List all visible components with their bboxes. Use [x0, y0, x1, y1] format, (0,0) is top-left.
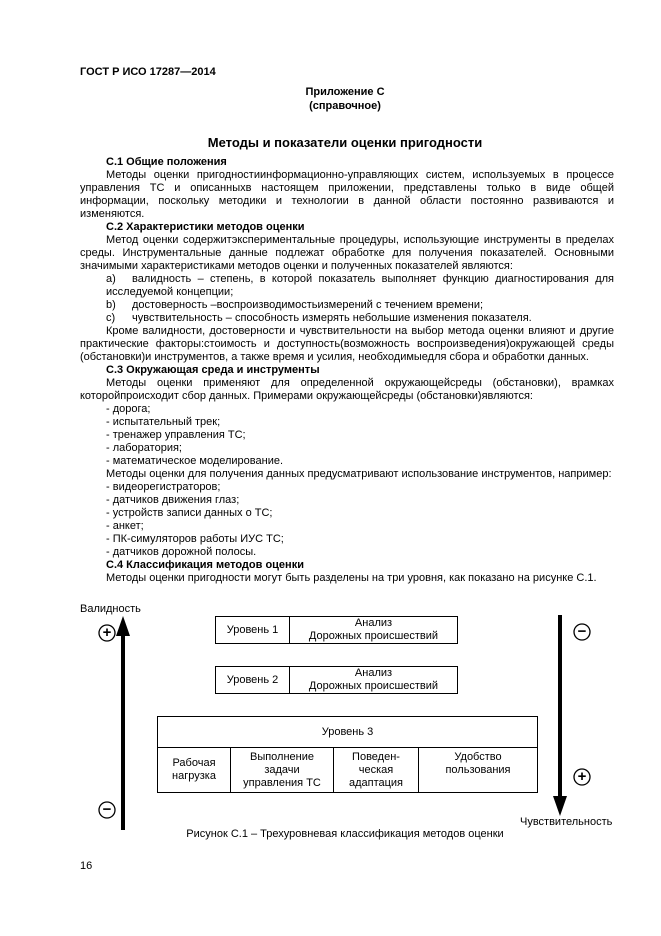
level-2-label: Уровень 2 [216, 667, 290, 693]
list-item-b [80, 299, 614, 312]
list-item: - датчиков движения глаз; [106, 494, 240, 506]
list-item: - дорога; [106, 403, 151, 415]
level-1-desc-line1: Анализ [354, 617, 393, 629]
list-key-b: b) [106, 299, 116, 311]
level-1-box [215, 616, 458, 644]
cell-text: нагрузка [172, 770, 216, 782]
list-item: - ПК-симуляторов работы ИУС ТС; [106, 533, 284, 545]
level-2-description [290, 667, 457, 693]
figure-classification [0, 600, 661, 850]
level-2-desc-line2: Дорожных происшествий [308, 680, 439, 692]
section-3-heading: С.3 Окружающая среда и инструменты [106, 364, 320, 376]
section-3-paragraph-2: Методы оценки для получения данных предусматривают использование инструментов, например: [106, 468, 612, 480]
list-item: - тренажер управления ТС; [106, 429, 246, 441]
section-4-paragraph: Методы оценки пригодности могут быть разделены на три уровня, как показано на рисунке С.1. [106, 572, 597, 584]
cell-text: ческая [358, 763, 394, 776]
list-key-c: c) [106, 312, 116, 324]
list-item-a [80, 273, 614, 299]
sensitivity-arrow-head [553, 796, 567, 816]
cell-text: управления ТС [243, 776, 321, 789]
list-item: - устройств записи данных о ТС; [106, 507, 273, 519]
list-text-c: чувствительность – способность измерять небольшие изменения показателя. [132, 312, 532, 324]
list-item: - датчиков дорожной полосы. [106, 546, 257, 558]
level-3-cell-behavior [334, 748, 419, 792]
document-title: Методы и показатели оценки пригодности [207, 135, 483, 150]
level-3-cell-workload [158, 748, 231, 792]
level-2-desc-line1: Анализ [354, 667, 393, 679]
section-1-paragraph: Методы оценки пригодностиинформационно-управляющих систем, используемых в процессе управления ТС и описанныхв настоящем приложении, представлены только в виде общей информации, поскольку методики и технологии в данной области постоянно развиваются и изменяются. [80, 169, 614, 220]
document-header: ГОСТ Р ИСО 17287—2014 [80, 66, 216, 78]
level-3-cell-usability [419, 748, 537, 792]
cell-text: адаптация [348, 776, 404, 789]
left-axis-label: Валидность [80, 603, 141, 615]
figure-caption: Рисунок С.1 – Трехуровневая классификация методов оценки [186, 828, 504, 840]
list-item: - математическое моделирование. [106, 455, 284, 467]
appendix-title: Приложение С [305, 86, 385, 98]
level-3-box [157, 716, 538, 793]
section-1-heading: С.1 Общие положения [106, 156, 227, 168]
level-3-label: Уровень 3 [158, 717, 537, 748]
body-text [80, 156, 614, 585]
page-number: 16 [80, 860, 93, 872]
cell-text: пользования [445, 764, 511, 776]
cell-text: Поведен- [352, 750, 400, 763]
level-1-label: Уровень 1 [216, 617, 290, 643]
list-item: - испытательный трек; [106, 416, 221, 428]
cell-text: Удобство [454, 751, 502, 763]
cell-text: задачи [264, 763, 300, 776]
list-text-a: валидность – степень, в которой показатель выполняет функцию диагностирования для исследуемой концепции; [106, 273, 614, 298]
section-3-paragraph-1: Методы оценки применяют для определенной окружающейсреды (обстановки), врамках которойпроисходит сбор данных. Примерами окружающейсреды (обстановки)являются: [80, 377, 614, 402]
plus-symbol: + [577, 768, 587, 785]
right-axis-label: Чувствительность [520, 816, 613, 828]
list-text-b: достоверность –воспроизводимостьизмерений с течением времени; [132, 299, 484, 311]
list-item-c [80, 312, 614, 325]
minus-symbol: − [102, 801, 112, 818]
section-2-paragraph-2: Кроме валидности, достоверности и чувствительности на выбор метода оценки влияют и другие практические факторы:стоимость и доступность(возможность воспроизведения)окружающей среды (обстановки)и инструментов, а также время и усилия, необходимыедля сбора и обработки данных. [80, 325, 614, 363]
plus-symbol: + [102, 624, 112, 641]
validity-arrow-head [116, 616, 130, 636]
appendix-subtitle: (справочное) [309, 100, 381, 112]
list-item: - лаборатория; [106, 442, 182, 454]
section-4-heading: С.4 Классификация методов оценки [106, 559, 304, 571]
list-key-a: а) [106, 273, 116, 285]
list-item: - видеорегистраторов; [106, 481, 221, 493]
section-2-heading: С.2 Характеристики методов оценки [106, 221, 305, 233]
minus-symbol: − [577, 623, 587, 640]
level-3-cell-task [231, 748, 334, 792]
level-2-box [215, 666, 458, 694]
cell-text: Выполнение [249, 750, 315, 763]
section-2-paragraph-1: Метод оценки содержитэкспериментальные процедуры, использующие инструменты в пределах среды. Инструментальные данные подлежат обработке для получения показателей. Основными значимыми характеристиками методов оценки и полученных показателей являются: [80, 234, 614, 272]
list-item: - анкет; [106, 520, 144, 532]
level-1-description [290, 617, 457, 643]
level-1-desc-line2: Дорожных происшествий [308, 630, 439, 642]
cell-text: Рабочая [172, 757, 216, 769]
